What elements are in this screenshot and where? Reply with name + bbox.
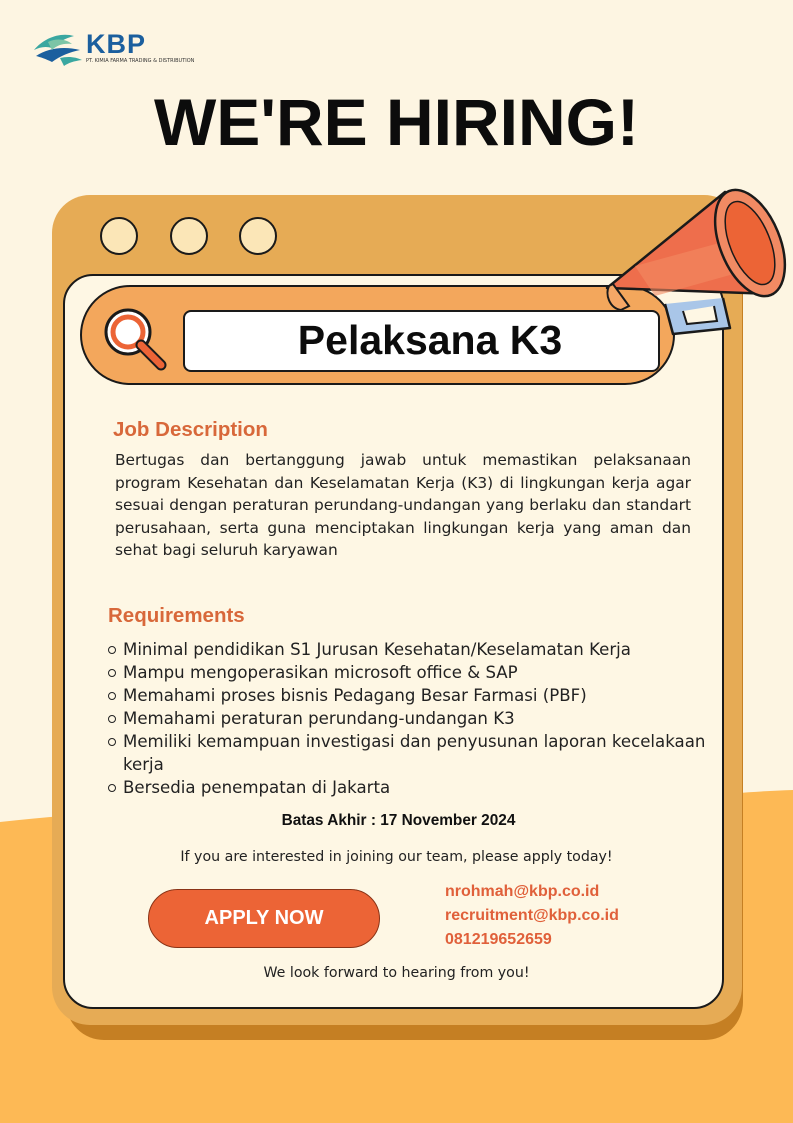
megaphone-icon — [595, 176, 793, 346]
contact-email-primary[interactable]: nrohmah@kbp.co.id — [445, 883, 600, 900]
position-title: Pelaksana K3 — [297, 317, 563, 363]
list-item: Bersedia penempatan di Jakarta — [108, 776, 718, 799]
deadline-text: Batas Akhir : 17 November 2024 — [281, 812, 516, 829]
job-description-text: Bertugas dan bertanggung jawab untuk memastikan pelaksanaan program Kesehatan dan Keselamatan Kerja (K3) di lingkungan kerja agar sesuai dengan peraturan perundang-undangan yang berlaku dan standart perusahaan, serta guna menciptakan lingkungan kerja yang aman dan sehat bagi seluruh karyawan — [115, 451, 691, 560]
contact-email-recruitment[interactable]: recruitment@kbp.co.id — [445, 907, 619, 924]
contact-phone[interactable]: 081219652659 — [445, 931, 552, 948]
search-icon — [101, 303, 171, 373]
window-dot-2 — [170, 217, 208, 255]
list-item: Mampu mengoperasikan microsoft office & SAP — [108, 661, 718, 684]
requirements-heading: Requirements — [108, 604, 245, 627]
logo-subtitle: PT. KIMIA FARMA TRADING & DISTRIBUTION — [86, 58, 195, 64]
requirements-list — [108, 638, 718, 799]
list-item: Memiliki kemampuan investigasi dan penyusunan laporan kecelakaan kerja — [108, 730, 718, 776]
hiring-headline: WE'RE HIRING! — [153, 85, 639, 159]
job-description-heading: Job Description — [113, 418, 268, 441]
invite-text: If you are interested in joining our team, please apply today! — [180, 849, 613, 865]
list-item: Minimal pendidikan S1 Jurusan Kesehatan/Keselamatan Kerja — [108, 638, 718, 661]
closing-text: We look forward to hearing from you! — [263, 965, 530, 981]
logo-wordmark: KBP — [86, 29, 147, 59]
list-item: Memahami peraturan perundang-undangan K3 — [108, 707, 718, 730]
window-dot-1 — [100, 217, 138, 255]
apply-now-button[interactable]: APPLY NOW — [148, 889, 380, 948]
list-item: Memahami proses bisnis Pedagang Besar Farmasi (PBF) — [108, 684, 718, 707]
window-dot-3 — [239, 217, 277, 255]
